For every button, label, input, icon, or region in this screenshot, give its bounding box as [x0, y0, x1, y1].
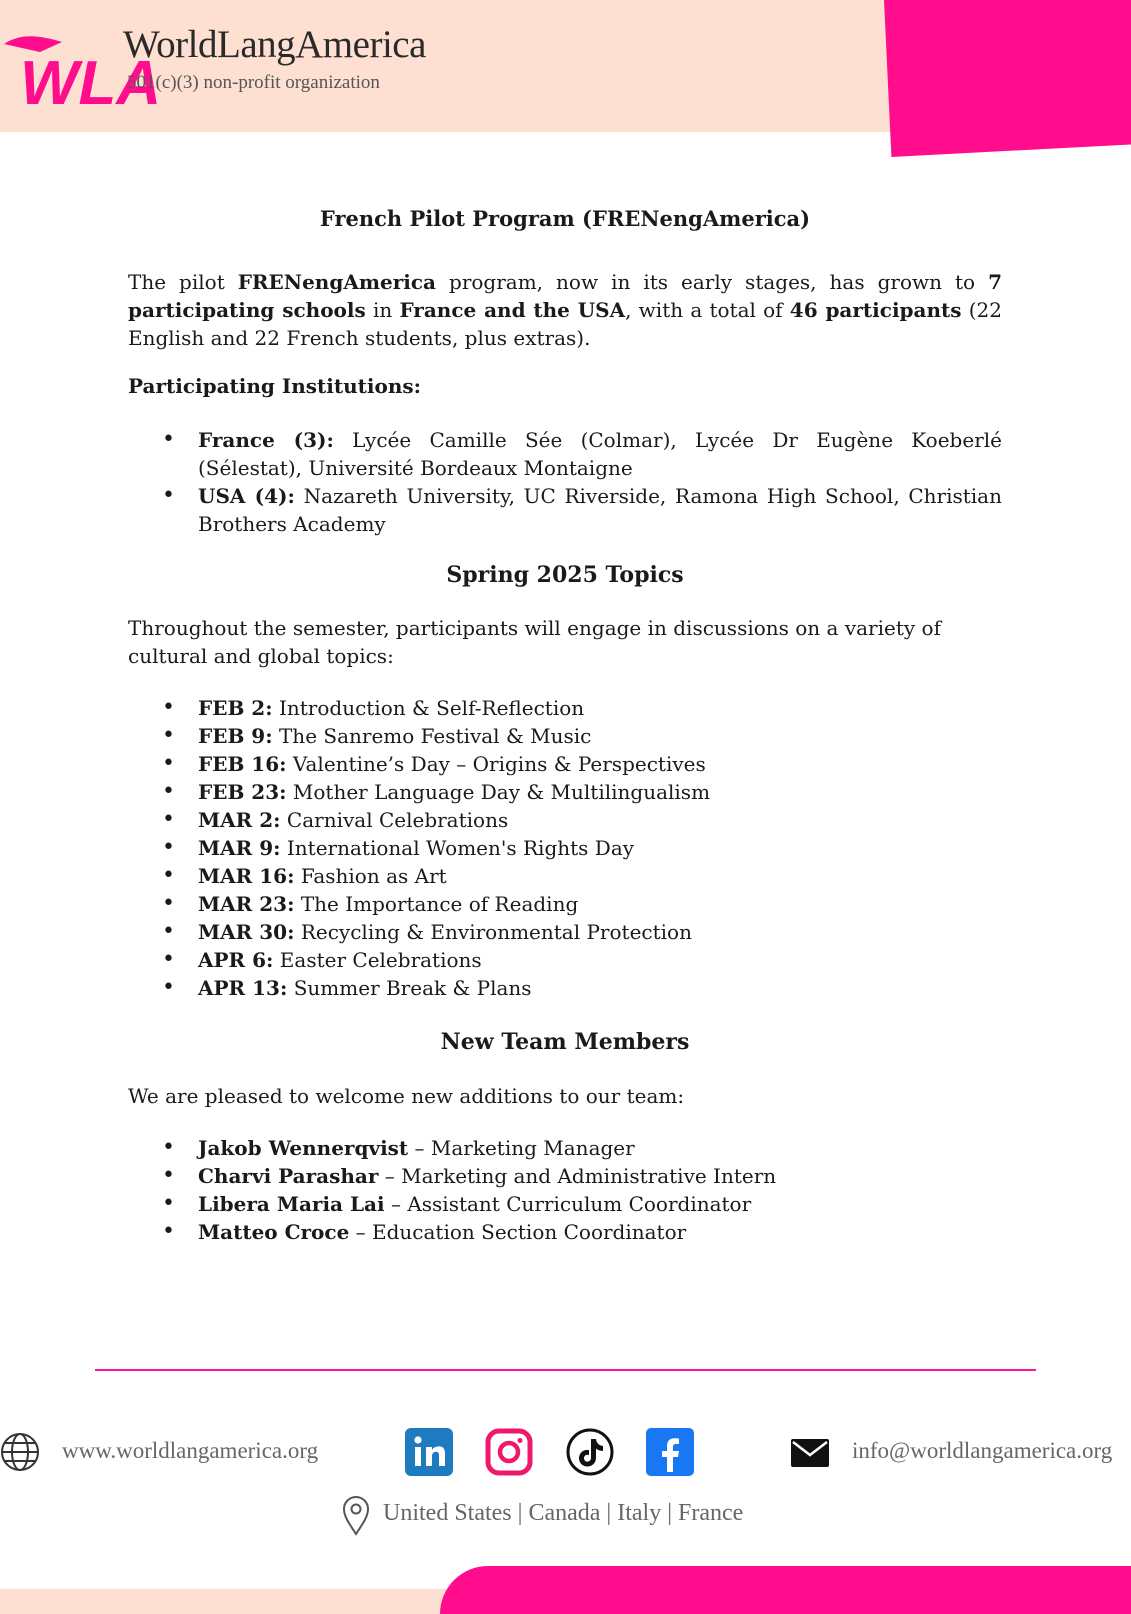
list-item: • Charvi Parashar – Marketing and Administrative Intern [128, 1162, 1002, 1190]
list-item: • MAR 16: Fashion as Art [128, 862, 1002, 890]
list-item: • MAR 23: The Importance of Reading [128, 890, 1002, 918]
list-item: • FEB 2: Introduction & Self-Reflection [128, 694, 1002, 722]
list-item: • Jakob Wennerqvist – Marketing Manager [128, 1134, 1002, 1162]
email-link[interactable]: info@worldlangamerica.org [852, 1438, 1113, 1463]
location-pin-icon [342, 1496, 370, 1536]
brand-subtitle: 501(c)(3) non-profit organization [127, 72, 380, 93]
topics-heading: Spring 2025 Topics [446, 562, 684, 588]
institutions-list [128, 426, 1002, 538]
topics-list [128, 694, 1002, 1002]
list-item: • APR 13: Summer Break & Plans [128, 974, 1002, 1002]
website-link[interactable]: www.worldlangamerica.org [62, 1438, 319, 1463]
list-item: • Libera Maria Lai – Assistant Curriculum Coordinator [128, 1190, 1002, 1218]
list-item: • France (3): Lycée Camille Sée (Colmar), Lycée Dr Eugène Koeberlé (Sélestat), Université Bordeaux Montaigne [128, 426, 1002, 482]
linkedin-icon[interactable] [405, 1428, 453, 1476]
team-heading: New Team Members [440, 1029, 690, 1055]
facebook-icon[interactable] [646, 1428, 694, 1476]
intro-paragraph: The pilot FRENengAmerica program, now in its early stages, has grown to 7 participating schools in France and the USA, with a total of 46 participants (22 English and 22 French students, plus extras). [128, 270, 1002, 350]
list-item: • MAR 30: Recycling & Environmental Protection [128, 918, 1002, 946]
globe-icon [0, 1432, 40, 1472]
list-item: • FEB 23: Mother Language Day & Multilingualism [128, 778, 1002, 806]
team-intro: We are pleased to welcome new additions to our team: [128, 1084, 685, 1108]
list-item: • FEB 9: The Sanremo Festival & Music [128, 722, 1002, 750]
brand-name: WorldLangAmerica [123, 23, 426, 66]
list-item: • MAR 9: International Women's Rights Day [128, 834, 1002, 862]
envelope-icon [790, 1438, 830, 1468]
program-title: French Pilot Program (FRENengAmerica) [319, 206, 811, 231]
topics-intro: Throughout the semester, participants will engage in discussions on a variety of cultural and global topics: [128, 616, 941, 668]
footer-accent-shape [440, 1566, 1131, 1614]
wla-logo-icon [2, 14, 162, 118]
header-accent-shape [884, 0, 1131, 157]
tiktok-icon[interactable] [566, 1428, 614, 1476]
list-item: • Matteo Croce – Education Section Coordinator [128, 1218, 1002, 1246]
footer-divider [95, 1369, 1036, 1371]
list-item: • MAR 2: Carnival Celebrations [128, 806, 1002, 834]
locations-text: United States | Canada | Italy | France [383, 1500, 744, 1526]
instagram-icon[interactable] [485, 1428, 533, 1476]
logo-text: WLA [20, 49, 162, 118]
team-list [128, 1134, 1002, 1246]
list-item: • FEB 16: Valentine’s Day – Origins & Perspectives [128, 750, 1002, 778]
list-item: • APR 6: Easter Celebrations [128, 946, 1002, 974]
list-item: • USA (4): Nazareth University, UC Riverside, Ramona High School, Christian Brothers Academy [128, 482, 1002, 538]
institutions-heading: Participating Institutions: [128, 374, 422, 398]
